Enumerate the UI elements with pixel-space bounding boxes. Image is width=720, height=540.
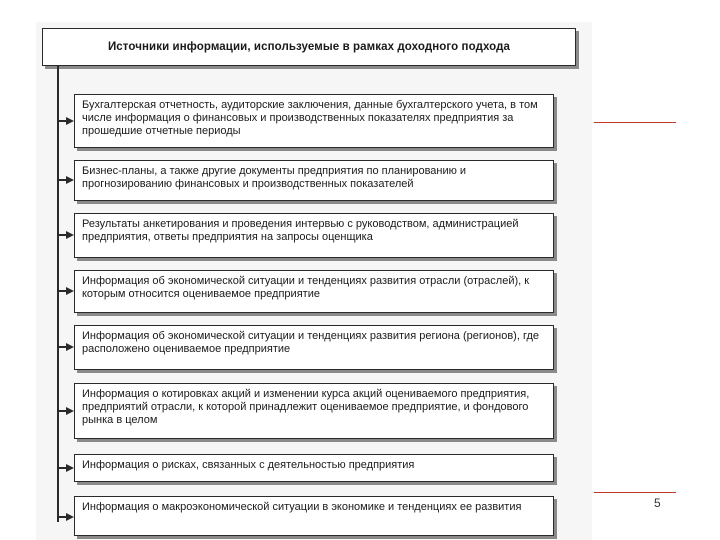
diagram-title-box xyxy=(42,28,576,66)
slide-accent-line-top xyxy=(594,122,676,123)
source-box-industry-situation xyxy=(74,270,554,313)
arrow-icon xyxy=(58,175,74,185)
page-number: 5 xyxy=(654,496,661,510)
source-text: Информация о котировках акций и изменении курса акций оцениваемого предприятия, предприятий отрасли, к которой принадлежит оцениваемое предприятие, и фондового рынка в целом xyxy=(82,388,530,426)
source-text: Бизнес-планы, а также другие документы предприятия по планированию и прогнозированию финансовых и производственных показателей xyxy=(82,165,467,190)
source-box-macroeconomics xyxy=(74,496,554,536)
source-box-accounting xyxy=(74,94,554,148)
source-text: Информация об экономической ситуации и тенденциях развития региона (регионов), где расположено оцениваемое предприятие xyxy=(82,330,540,355)
source-text: Информация о макроэкономической ситуации в экономике и тенденциях ее развития xyxy=(82,501,522,513)
arrow-icon xyxy=(58,463,74,473)
arrow-icon xyxy=(58,230,74,240)
arrow-icon xyxy=(58,342,74,352)
source-text: Бухгалтерская отчетность, аудиторские заключения, данные бухгалтерского учета, в том числе информация о финансовых и производственных показателях предприятия за прошедшие отчетные периоды xyxy=(82,99,538,137)
arrow-icon xyxy=(58,286,74,296)
source-box-business-plans xyxy=(74,160,554,201)
source-text: Информация об экономической ситуации и тенденциях развития отрасли (отраслей), к которым относится оцениваемое предприятие xyxy=(82,275,530,300)
arrow-icon xyxy=(58,512,74,522)
arrow-icon xyxy=(58,116,74,126)
source-text: Результаты анкетирования и проведения интервью с руководством, администрацией предприятия, ответы предприятия на запросы оценщика xyxy=(82,218,519,243)
source-box-risks xyxy=(74,454,554,482)
source-box-interviews xyxy=(74,213,554,258)
source-box-regional-situation xyxy=(74,325,554,370)
slide-accent-line-bottom xyxy=(594,492,676,493)
diagram-title: Источники информации, используемые в рамках доходного подхода xyxy=(107,41,511,53)
arrow-icon xyxy=(58,406,74,416)
source-text: Информация о рисках, связанных с деятельностью предприятия xyxy=(82,459,415,471)
source-box-stock-quotes xyxy=(74,383,554,439)
